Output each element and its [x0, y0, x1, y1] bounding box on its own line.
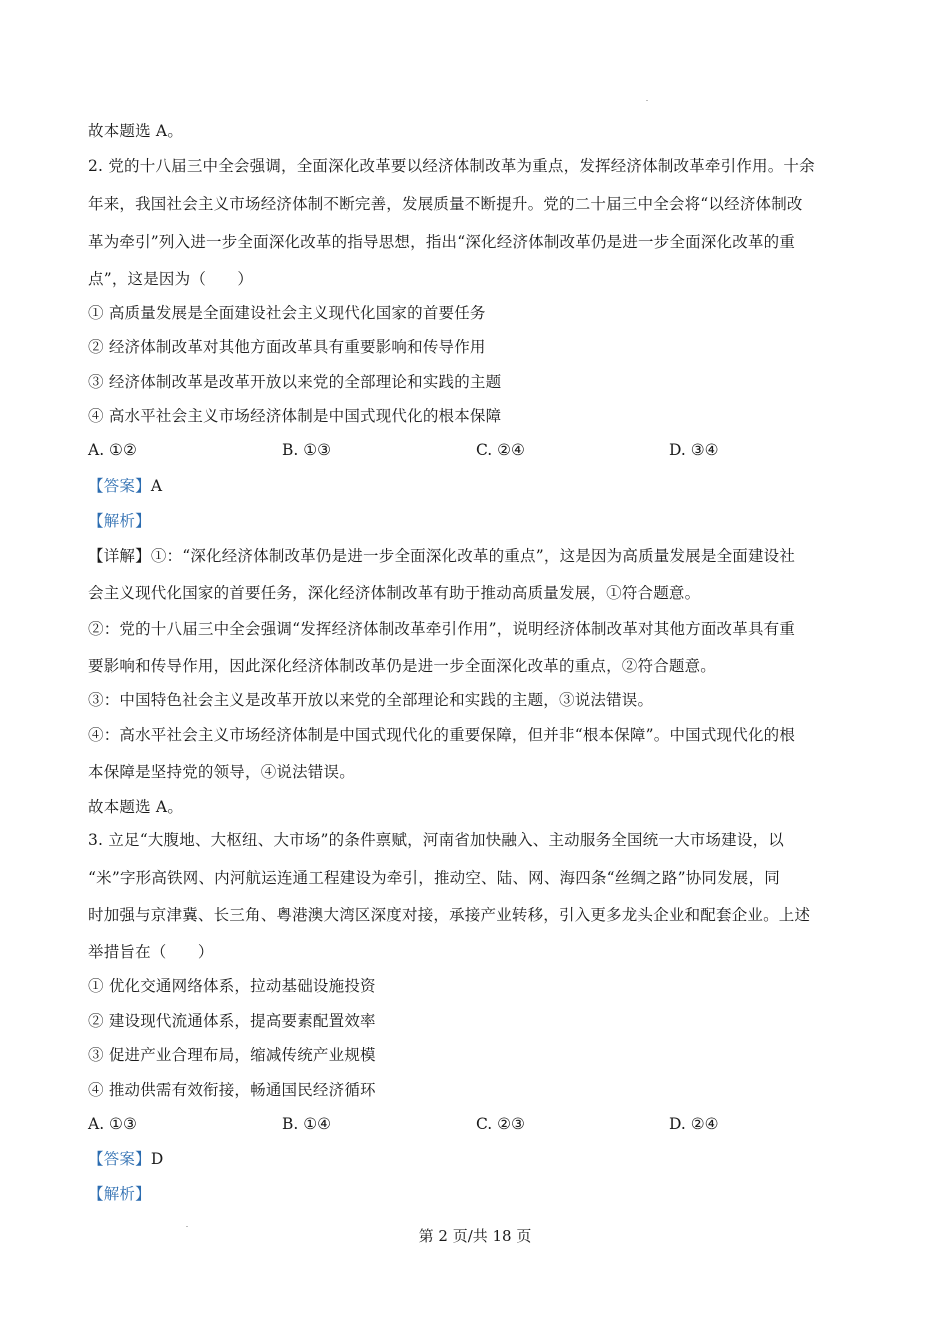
q3-stem-line-1: 3. 立足“大腹地、大枢纽、大市场”的条件禀赋，河南省加快融入、主动服务全国统一大市场建设，以 — [88, 831, 784, 849]
q2-option-b: B. ①③ — [282, 441, 332, 459]
q2-detail-line-5: ③：中国特色社会主义是改革开放以来党的全部理论和实践的主题，③说法错误。 — [88, 691, 654, 709]
detail-tag: 【详解】 — [88, 547, 151, 565]
q3-option-a: A. ①③ — [88, 1115, 137, 1133]
q2-answer — [88, 476, 162, 496]
q3-item-4: ④ 推动供需有效衔接，畅通国民经济循环 — [88, 1081, 376, 1099]
q1-conclusion: 故本题选 A。 — [88, 122, 184, 140]
q3-item-2: ② 建设现代流通体系，提高要素配置效率 — [88, 1012, 376, 1030]
q2-option-c: C. ②④ — [476, 441, 525, 459]
q2-stem-line-4: 点”，这是因为（ ） — [88, 270, 254, 288]
q3-stem-line-2: “米”字形高铁网、内河航运连通工程建设为牵引，推动空、陆、网、海四条“丝绸之路”协同发展，同 — [88, 869, 780, 887]
q3-item-1: ① 优化交通网络体系，拉动基础设施投资 — [88, 977, 376, 995]
q2-item-3: ③ 经济体制改革是改革开放以来党的全部理论和实践的主题 — [88, 373, 502, 391]
q3-answer — [88, 1149, 163, 1169]
answer-tag: 【答案】 — [88, 1150, 151, 1168]
q2-analysis-header — [88, 511, 151, 531]
q2-item-1: ① 高质量发展是全面建设社会主义现代化国家的首要任务 — [88, 304, 486, 322]
q2-option-a: A. ①② — [88, 441, 137, 459]
q3-item-3: ③ 促进产业合理布局，缩减传统产业规模 — [88, 1046, 376, 1064]
q2-stem-line-3: 革为牵引”列入进一步全面深化改革的指导思想，指出“深化经济体制改革仍是进一步全面深化改革的重 — [88, 233, 796, 251]
q2-item-4: ④ 高水平社会主义市场经济体制是中国式现代化的根本保障 — [88, 407, 502, 425]
q2-item-2: ② 经济体制改革对其他方面改革具有重要影响和传导作用 — [88, 338, 486, 356]
q3-option-c: C. ②③ — [476, 1115, 525, 1133]
q3-option-d: D. ②④ — [669, 1115, 719, 1133]
q2-detail-line-6: ④：高水平社会主义市场经济体制是中国式现代化的重要保障，但并非“根本保障”。中国式现代化的根 — [88, 726, 796, 744]
analysis-tag: 【解析】 — [88, 512, 151, 530]
page-footer: 第 2 页/共 18 页 — [418, 1227, 532, 1245]
detail-text-1: ①：“深化经济体制改革仍是进一步全面深化改革的重点”，这是因为高质量发展是全面建设社 — [150, 547, 796, 565]
analysis-tag: 【解析】 — [88, 1185, 151, 1203]
q2-detail-line-3: ②：党的十八届三中全会强调“发挥经济体制改革牵引作用”，说明经济体制改革对其他方面改革具有重 — [88, 620, 796, 638]
scan-speck — [646, 100, 648, 101]
q2-option-d: D. ③④ — [669, 441, 719, 459]
answer-value: D — [150, 1150, 164, 1168]
q3-stem-line-4: 举措旨在（ ） — [88, 943, 214, 961]
q2-stem-line-2: 年来，我国社会主义市场经济体制不断完善，发展质量不断提升。党的二十届三中全会将“以经济体制改 — [88, 195, 803, 213]
q2-conclusion: 故本题选 A。 — [88, 798, 184, 816]
q2-detail-line-7: 本保障是坚持党的领导，④说法错误。 — [88, 763, 355, 781]
q2-detail-line-1 — [88, 546, 795, 566]
q2-detail-line-4: 要影响和传导作用，因此深化经济体制改革仍是进一步全面深化改革的重点，②符合题意。 — [88, 657, 717, 675]
answer-tag: 【答案】 — [88, 477, 151, 495]
q2-stem-line-1: 2. 党的十八届三中全会强调，全面深化改革要以经济体制改革为重点，发挥经济体制改革牵引作用。十余 — [88, 157, 815, 175]
q3-analysis-header — [88, 1184, 151, 1204]
q3-option-b: B. ①④ — [282, 1115, 332, 1133]
answer-value: A — [150, 477, 163, 495]
q2-detail-line-2: 会主义现代化国家的首要任务，深化经济体制改革有助于推动高质量发展，①符合题意。 — [88, 584, 701, 602]
q3-stem-line-3: 时加强与京津冀、长三角、粤港澳大湾区深度对接，承接产业转移，引入更多龙头企业和配套企业。上述 — [88, 906, 811, 924]
